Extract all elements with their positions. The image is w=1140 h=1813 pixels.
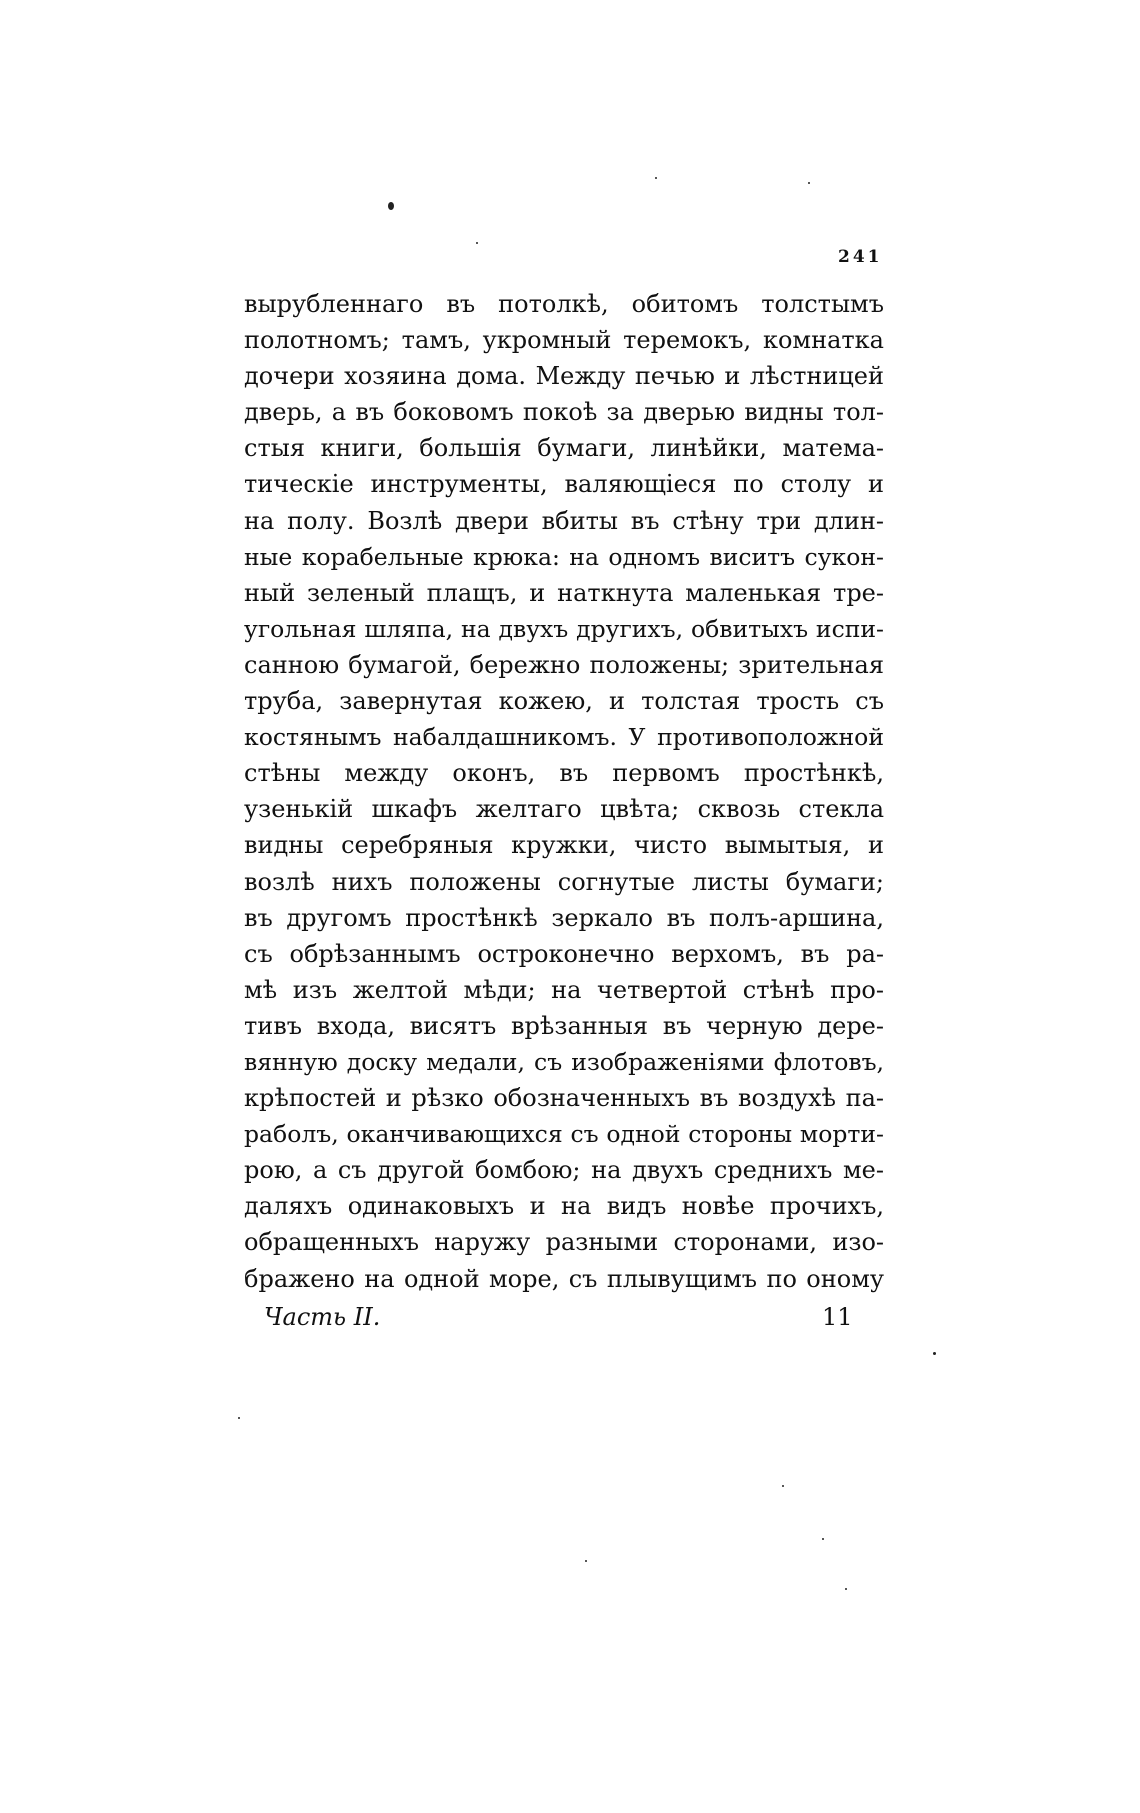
text-line: стыя книги, большія бумаги, линѣйки, матема- [244, 434, 884, 463]
body-text [244, 286, 884, 1297]
text-line: тивъ входа, висятъ врѣзанныя въ черную дере- [244, 1011, 884, 1040]
text-line: на полу. Возлѣ двери вбиты въ стѣну три длин- [244, 506, 884, 535]
text-line: дочери хозяина дома. Между печью и лѣстницей [244, 362, 884, 391]
dust-speck [845, 1588, 847, 1590]
text-line: ный зеленый плащъ, и наткнута маленькая тре- [244, 578, 884, 607]
dust-speck [933, 1352, 936, 1355]
text-line: даляхъ одинаковыхъ и на видъ новѣе прочихъ, [244, 1192, 884, 1221]
text-line: крѣпостей и рѣзко обозначенныхъ въ воздухѣ па- [244, 1084, 884, 1113]
text-line: дверь, а въ боковомъ покоѣ за дверью видны тол- [244, 398, 884, 427]
dust-speck [585, 1560, 587, 1562]
text-line: тическіе инструменты, валяющіеся по столу и [244, 470, 884, 499]
footer-signature: 11 [822, 1303, 853, 1331]
text-line: бражено на одной море, съ плывущимъ по оному [244, 1264, 884, 1293]
text-line: въ другомъ простѣнкѣ зеркало въ полъ-аршина, [244, 903, 884, 932]
dust-speck [782, 1485, 784, 1487]
text-line: стѣны между оконъ, въ первомъ простѣнкѣ, [244, 759, 884, 788]
text-line: возлѣ нихъ положены согнутые листы бумаги; [244, 867, 884, 896]
text-line: рою, а съ другой бомбою; на двухъ среднихъ ме- [244, 1156, 884, 1185]
dust-speck [808, 182, 810, 184]
text-line: видны серебряныя кружки, чисто вымытыя, и [244, 831, 884, 860]
text-line: съ обрѣзаннымъ остроконечно верхомъ, въ ра- [244, 939, 884, 968]
text-line: костянымъ набалдашникомъ. У противоположной [244, 723, 884, 752]
dust-speck [476, 242, 478, 244]
text-line: полотномъ; тамъ, укромный теремокъ, комнатка [244, 326, 884, 355]
text-line: труба, завернутая кожею, и толстая трость съ [244, 687, 884, 716]
text-line: мѣ изъ желтой мѣди; на четвертой стѣнѣ про- [244, 975, 884, 1004]
dust-speck [388, 202, 394, 210]
footer-part-title: Часть II. [264, 1303, 381, 1331]
dust-speck [655, 177, 657, 179]
dust-speck [238, 1417, 240, 1419]
text-line: ные корабельные крюка: на одномъ виситъ сукон- [244, 542, 884, 571]
text-line: угольная шляпа, на двухъ другихъ, обвитыхъ испи- [244, 614, 884, 643]
text-line: вянную доску медали, съ изображеніями флотовъ, [244, 1047, 884, 1076]
text-line: обращенныхъ наружу разными сторонами, изо- [244, 1228, 884, 1257]
text-line: узенькій шкафъ желтаго цвѣта; сквозь стекла [244, 795, 884, 824]
dust-speck [822, 1538, 824, 1540]
text-line: санною бумагой, бережно положены; зрительная [244, 650, 884, 679]
page-number: 241 [838, 247, 883, 267]
text-line: вырубленнаго въ потолкѣ, обитомъ толстымъ [244, 290, 884, 318]
text-line: раболъ, оканчивающихся съ одной стороны морти- [244, 1120, 884, 1149]
page-footer [264, 1303, 884, 1343]
